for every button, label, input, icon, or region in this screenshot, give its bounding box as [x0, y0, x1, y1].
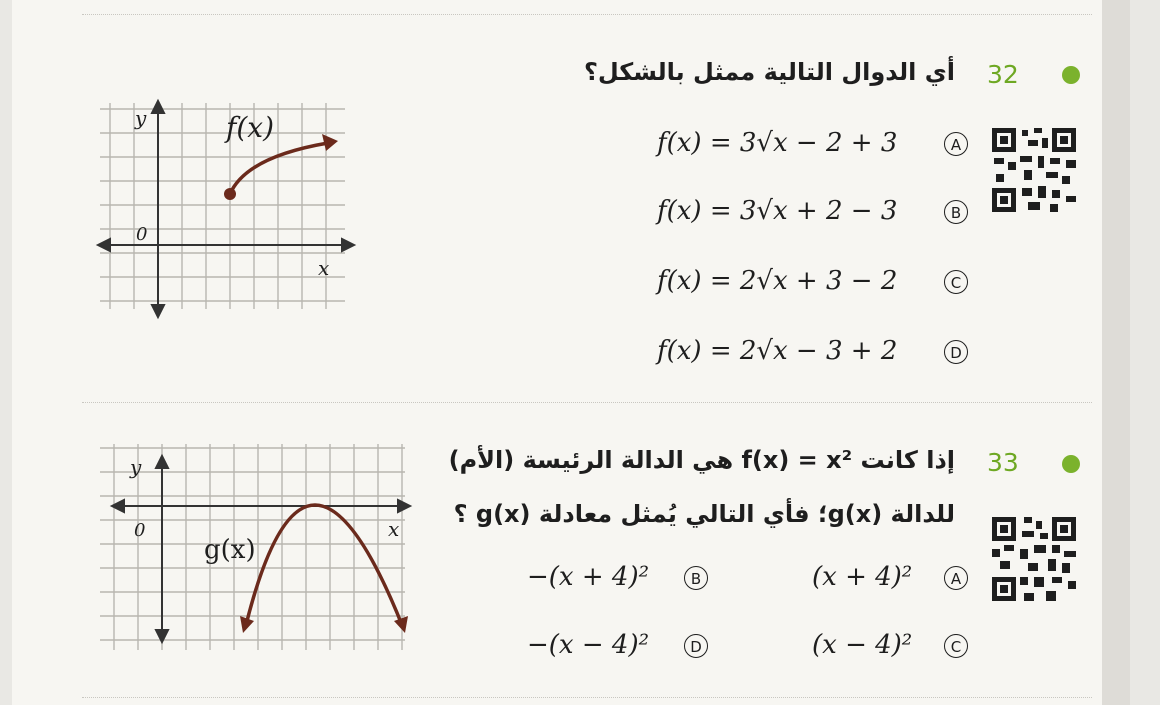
divider: [82, 402, 1092, 403]
option-letter: B: [944, 200, 968, 224]
y-axis-arrow: [156, 456, 168, 468]
option-letter: D: [684, 634, 708, 658]
option-b-expression[interactable]: f(x) = 3√x + 2 − 3: [657, 196, 898, 226]
x-axis-arrow: [398, 500, 410, 512]
divider: [82, 697, 1092, 698]
page-edge: [1102, 0, 1130, 705]
y-axis-arrow: [152, 305, 164, 317]
curve-arrow: [394, 616, 408, 633]
origin-label: 0: [134, 520, 146, 541]
x-axis-arrow: [342, 239, 354, 251]
textbook-page: [12, 0, 1130, 705]
divider: [82, 14, 1092, 15]
question-text: أي الدوال التالية ممثل بالشكل؟: [583, 58, 955, 86]
option-letter: B: [684, 566, 708, 590]
curve-arrow: [322, 134, 338, 151]
x-axis-label: x: [388, 517, 400, 541]
option-letter: C: [944, 270, 968, 294]
qr-code-icon[interactable]: [990, 515, 1078, 603]
graph-q32: [80, 95, 370, 325]
y-axis-label: y: [130, 455, 142, 479]
question-number: 32: [987, 60, 1019, 89]
option-letter: D: [944, 340, 968, 364]
option-letter: A: [944, 132, 968, 156]
graph-q33: [80, 440, 420, 665]
curve-label: g(x): [204, 535, 256, 565]
curve-f: [230, 143, 328, 194]
y-axis-label: y: [135, 106, 147, 130]
option-a-expression[interactable]: (x + 4)²: [812, 562, 913, 592]
option-c-expression[interactable]: f(x) = 2√x + 3 − 2: [657, 266, 898, 296]
y-axis-arrow: [152, 101, 164, 113]
option-b-expression[interactable]: −(x + 4)²: [527, 562, 650, 592]
curve-label: f(x): [226, 111, 275, 144]
option-a-expression[interactable]: f(x) = 3√x − 2 + 3: [657, 128, 898, 158]
origin-label: 0: [136, 224, 148, 245]
option-c-expression[interactable]: (x − 4)²: [812, 630, 913, 660]
option-letter: A: [944, 566, 968, 590]
qr-code-icon[interactable]: [990, 126, 1078, 214]
question-bullet: [1062, 455, 1080, 473]
question-text-line2: للدالة g(x)؛ فأي التالي يُمثل معادلة g(x) ؟: [453, 500, 955, 528]
x-axis-label: x: [318, 256, 330, 280]
option-d-expression[interactable]: f(x) = 2√x − 3 + 2: [657, 336, 898, 366]
question-number: 33: [987, 448, 1019, 477]
option-d-expression[interactable]: −(x − 4)²: [527, 630, 650, 660]
curve-endpoint: [224, 188, 236, 200]
question-bullet: [1062, 66, 1080, 84]
question-text-line1: إذا كانت f(x) = x² هي الدالة الرئيسة (الأم): [448, 446, 955, 474]
curve-arrow: [240, 616, 254, 633]
option-letter: C: [944, 634, 968, 658]
x-axis-arrow: [98, 239, 110, 251]
grid: [100, 103, 345, 309]
